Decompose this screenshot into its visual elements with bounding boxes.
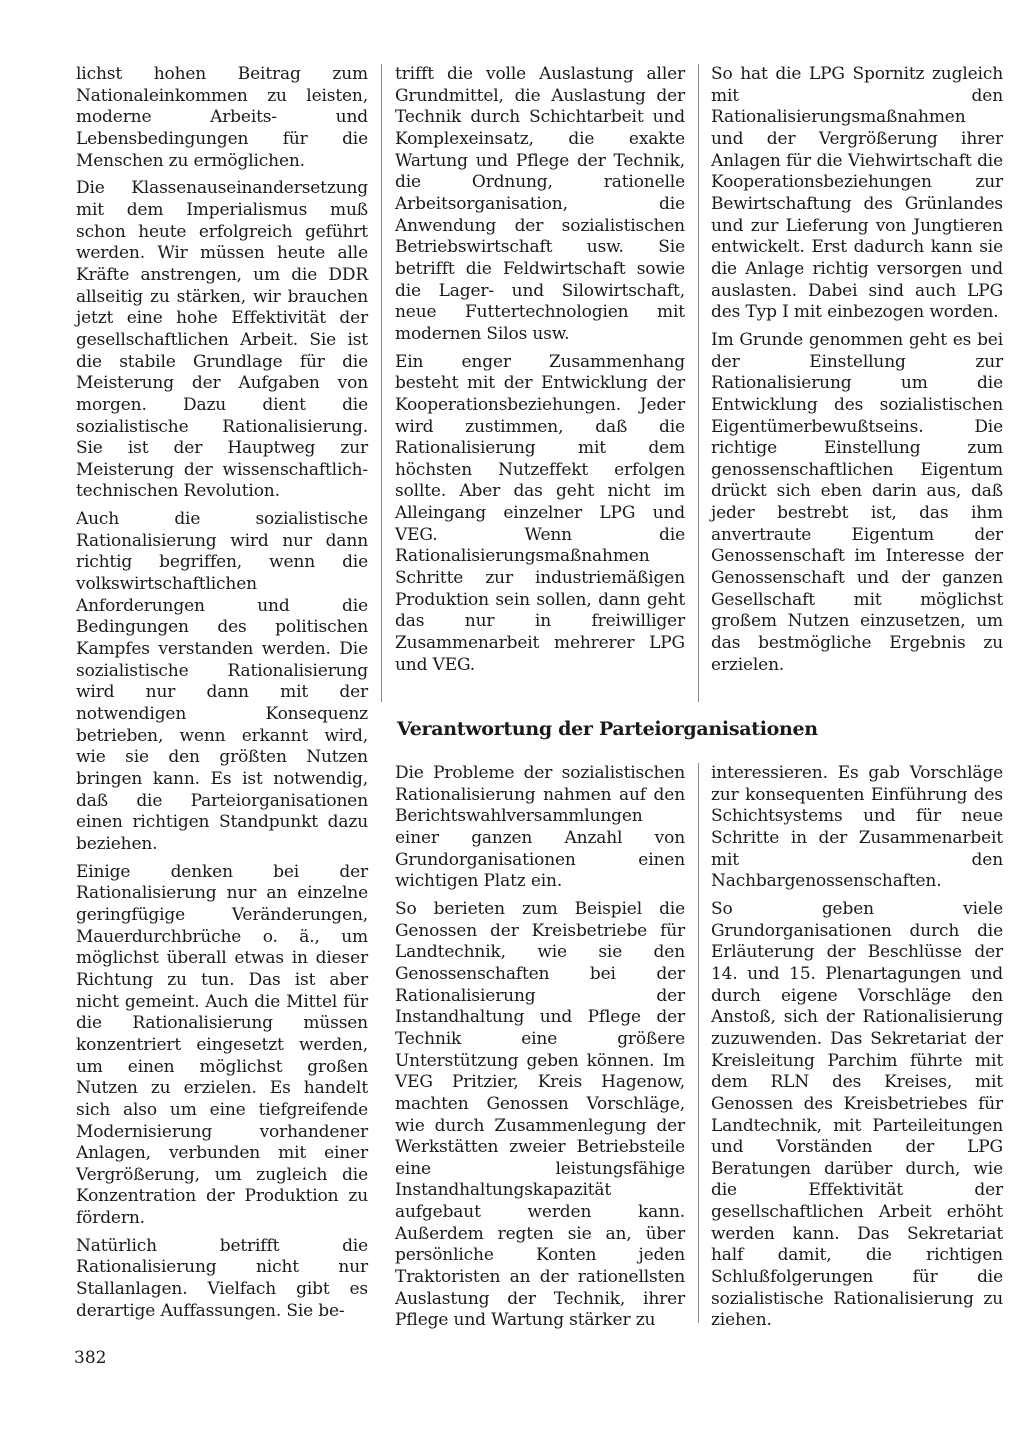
- paragraph: Ein enger Zusammenhang besteht mit der Entwicklung der Kooperationsbeziehungen. Jeder wird zustimmen, daß die Rationalisierung mit dem höchsten Nutzeffekt erfolgen sollte. Aber das geht nicht im Alleingang einzelner LPG und VEG. Wenn die Rationalisierungsmaßnahmen Schritte zur industriemäßigen Produktion sein sollen, dann geht das nur in freiwilliger Zusammenarbeit mehrerer LPG und VEG.: [395, 351, 685, 675]
- text-column-2: [395, 64, 685, 682]
- paragraph: Natürlich betrifft die Rationalisierung nicht nur Stallanlagen. Vielfach gibt es derartige Auffassungen. Sie be-: [76, 1235, 368, 1321]
- paragraph: Die Probleme der sozialistischen Rationalisierung nahmen auf den Berichtswahlversammlungen einer ganzen Anzahl von Grundorganisationen einen wichtigen Platz ein.: [395, 763, 685, 892]
- text-column-3: [711, 64, 1003, 682]
- section-heading: Verantwortung der Parteiorganisationen: [397, 718, 818, 740]
- paragraph: So hat die LPG Spornitz zugleich mit den Rationalisierungsmaßnahmen und der Vergrößerung ihrer Anlagen für die Viehwirtschaft die Kooperationsbeziehungen zur Bewirtschaftung des Grünlandes und zur Lieferung von Jungtieren entwickelt. Erst dadurch kann sie die Anlage richtig versorgen und auslasten. Dabei sind auch LPG des Typ I mit einbezogen worden.: [711, 64, 1003, 323]
- paragraph: Im Grunde genommen geht es bei der Einstellung zur Rationalisierung um die Entwicklung des sozialistischen Eigentümerbewußtseins. Die richtige Einstellung zum genossenschaftlichen Eigentum drückt sich eben darin aus, daß jeder bestrebt ist, das ihm anvertraute Eigentum der Genossenschaft im Interesse der Genossenschaft und der ganzen Gesellschaft mit möglichst großem Nutzen einzusetzen, um das bestmögliche Ergebnis zu erzielen.: [711, 329, 1003, 675]
- paragraph: So geben viele Grundorganisationen durch die Erläuterung der Beschlüsse der 14. und 15. Plenartagungen und durch eigene Vorschläge den Anstoß, sich der Rationalisierung zuzuwenden. Das Sekretariat der Kreisleitung Parchim führte mit dem RLN des Kreises, mit Genossen des Kreisbetriebes für Landtechnik, mit Parteileitungen und Vorständen der LPG Beratungen darüber durch, wie die Effektivität der gesellschaftlichen Arbeit erhöht werden kann. Das Sekretariat half damit, die richtigen Schlußfolgerungen für die sozialistische Rationalisierung zu ziehen.: [711, 898, 1003, 1331]
- page-number: 382: [74, 1348, 107, 1368]
- text-column-4: [395, 763, 685, 1338]
- column-divider: [698, 64, 699, 702]
- column-divider: [381, 64, 382, 702]
- paragraph: So berieten zum Beispiel die Genossen der Kreisbetriebe für Landtechnik, wie sie den Genossenschaften bei der Rationalisierung der Instandhaltung und Pflege der Technik eine größere Unterstützung geben können. Im VEG Pritzier, Kreis Hagenow, machten Genossen Vorschläge, wie durch Zusammenlegung der Werkstätten zweier Betriebsteile eine leistungsfähige Instandhaltungskapazität aufgebaut werden kann. Außerdem regten sie an, über persönliche Konten jeden Traktoristen an der rationellsten Auslastung der Technik, ihrer Pflege und Wartung stärker zu: [395, 898, 685, 1331]
- column-divider: [698, 763, 699, 1323]
- text-column-1: [76, 64, 368, 1328]
- paragraph: interessieren. Es gab Vorschläge zur konsequenten Einführung des Schichtsystems und für neue Schritte in der Zusammenarbeit mit den Nachbargenossenschaften.: [711, 763, 1003, 892]
- paragraph: trifft die volle Auslastung aller Grundmittel, die Auslastung der Technik durch Schichtarbeit und Komplexeinsatz, die exakte Wartung und Pflege der Technik, die Ordnung, rationelle Arbeitsorganisation, die Anwendung der sozialistischen Betriebswirtschaft usw. Sie betrifft die Feldwirtschaft sowie die Lager- und Silowirtschaft, neue Futtertechnologien mit modernen Silos usw.: [395, 64, 685, 344]
- text-column-5: [711, 763, 1003, 1338]
- paragraph: Einige denken bei der Rationalisierung nur an einzelne geringfügige Veränderungen, Mauerdurchbrüche o. ä., um möglichst überall etwas in dieser Richtung zu tun. Das ist aber nicht gemeint. Auch die Mittel für die Rationalisierung müssen konzentriert eingesetzt werden, um einen möglichst großen Nutzen zu erzielen. Es handelt sich also um eine tiefgreifende Modernisierung vorhandener Anlagen, verbunden mit einer Vergrößerung, um zugleich die Konzentration der Produktion zu fördern.: [76, 861, 368, 1229]
- paragraph: Die Klassenauseinandersetzung mit dem Imperialismus muß schon heute erfolgreich geführt werden. Wir müssen heute alle Kräfte anstrengen, um die DDR allseitig zu stärken, wir brauchen jetzt eine hohe Effektivität der gesellschaftlichen Arbeit. Sie ist die stabile Grundlage für die Meisterung der Aufgaben von morgen. Dazu dient die sozialistische Rationalisierung. Sie ist der Hauptweg zur Meisterung der wissenschaftlich-technischen Revolution.: [76, 178, 368, 502]
- paragraph: Auch die sozialistische Rationalisierung wird nur dann richtig begriffen, wenn die volkswirtschaftlichen Anforderungen und die Bedingungen des politischen Kampfes verstanden werden. Die sozialistische Rationalisierung wird nur dann mit der notwendigen Konsequenz betrieben, wenn erkannt wird, wie sie den größten Nutzen bringen kann. Es ist notwendig, daß die Parteiorganisationen einen richtigen Standpunkt dazu beziehen.: [76, 509, 368, 854]
- paragraph: lichst hohen Beitrag zum Nationaleinkommen zu leisten, moderne Arbeits- und Lebensbedingungen für die Menschen zu ermöglichen.: [76, 64, 368, 171]
